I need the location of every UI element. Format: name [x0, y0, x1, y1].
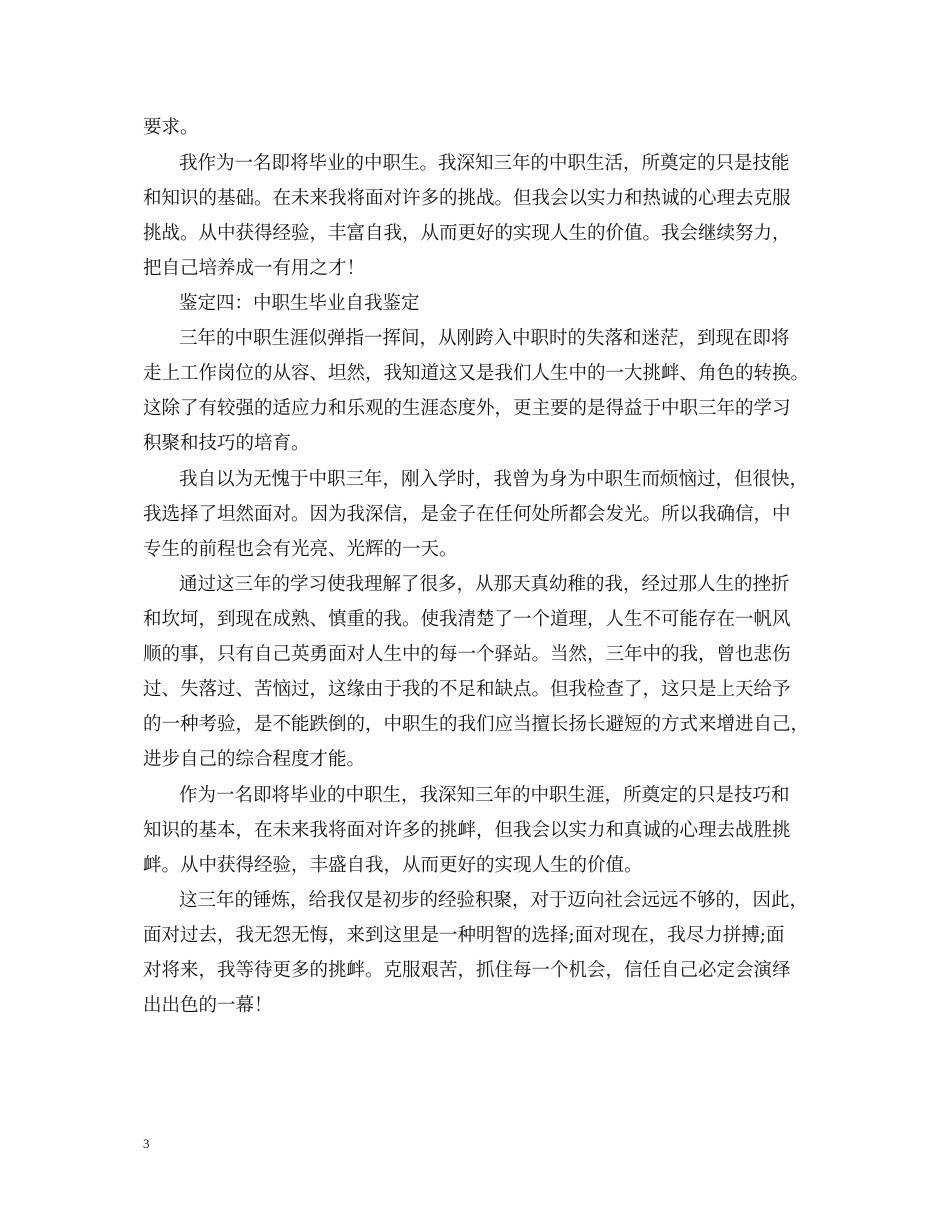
text-line: 我选择了坦然面对。因为我深信，是金子在任何处所都会发光。所以我确信，中	[143, 504, 791, 525]
text-line: 出出色的一幕！	[143, 995, 273, 1016]
text-line: 专生的前程也会有光亮、光辉的一天。	[143, 539, 458, 560]
text-line: 这三年的锤炼，给我仅是初步的经验积聚，对于迈向社会远远不够的，因此，	[179, 890, 809, 911]
text-line: 对将来，我等待更多的挑衅。克服艰苦，抓住每一个机会，信任自己必定会演绎	[143, 960, 791, 981]
text-line: 我作为一名即将毕业的中职生。我深知三年的中职生活，所奠定的只是技能	[179, 153, 790, 174]
text-line: 这除了有较强的适应力和乐观的生涯态度外，更主要的是得益于中职三年的学习	[143, 398, 791, 419]
text-line: 通过这三年的学习使我理解了很多，从那天真幼稚的我，经过那人生的挫折	[179, 574, 790, 595]
text-line: 和坎坷，到现在成熟、慎重的我。使我清楚了一个道理，人生不可能存在一帆风	[143, 609, 791, 630]
text-line: 进步自己的综合程度才能。	[143, 749, 366, 770]
text-line: 的一种考验，是不能跌倒的，中职生的我们应当擅长扬长避短的方式来增进自己，	[143, 714, 810, 735]
text-line: 和知识的基础。在未来我将面对许多的挑战。但我会以实力和热诚的心理去克服	[143, 188, 791, 209]
text-line: 我自以为无愧于中职三年，刚入学时，我曾为身为中职生而烦恼过，但很快，	[179, 469, 809, 490]
section-heading: 鉴定四：中职生毕业自我鉴定	[179, 293, 420, 314]
text-line: 积聚和技巧的培育。	[143, 433, 310, 454]
text-line: 要求。	[143, 117, 199, 138]
text-line: 衅。从中获得经验，丰盛自我，从而更好的实现人生的价值。	[143, 855, 643, 876]
text-line: 三年的中职生涯似弹指一挥间，从刚跨入中职时的失落和迷茫，到现在即将	[179, 328, 790, 349]
text-line: 作为一名即将毕业的中职生，我深知三年的中职生涯，所奠定的只是技巧和	[179, 785, 790, 806]
text-line: 走上工作岗位的从容、坦然，我知道这又是我们人生中的一大挑衅、角色的转换。	[143, 363, 810, 384]
page-number: 3	[143, 1136, 150, 1151]
text-line: 过、失落过、苦恼过，这缘由于我的不足和缺点。但我检查了，这只是上天给予	[143, 679, 791, 700]
text-line: 知识的基本，在未来我将面对许多的挑衅，但我会以实力和真诚的心理去战胜挑	[143, 820, 791, 841]
text-line: 挑战。从中获得经验，丰富自我，从而更好的实现人生的价值。我会继续努力，	[143, 223, 791, 244]
text-line: 把自己培养成一有用之才！	[143, 258, 366, 279]
text-line: 面对过去，我无怨无悔，来到这里是一种明智的选择;面对现在，我尽力拼搏;面	[143, 925, 785, 946]
text-line: 顺的事，只有自己英勇面对人生中的每一个驿站。当然，三年中的我，曾也悲伤	[143, 644, 791, 665]
